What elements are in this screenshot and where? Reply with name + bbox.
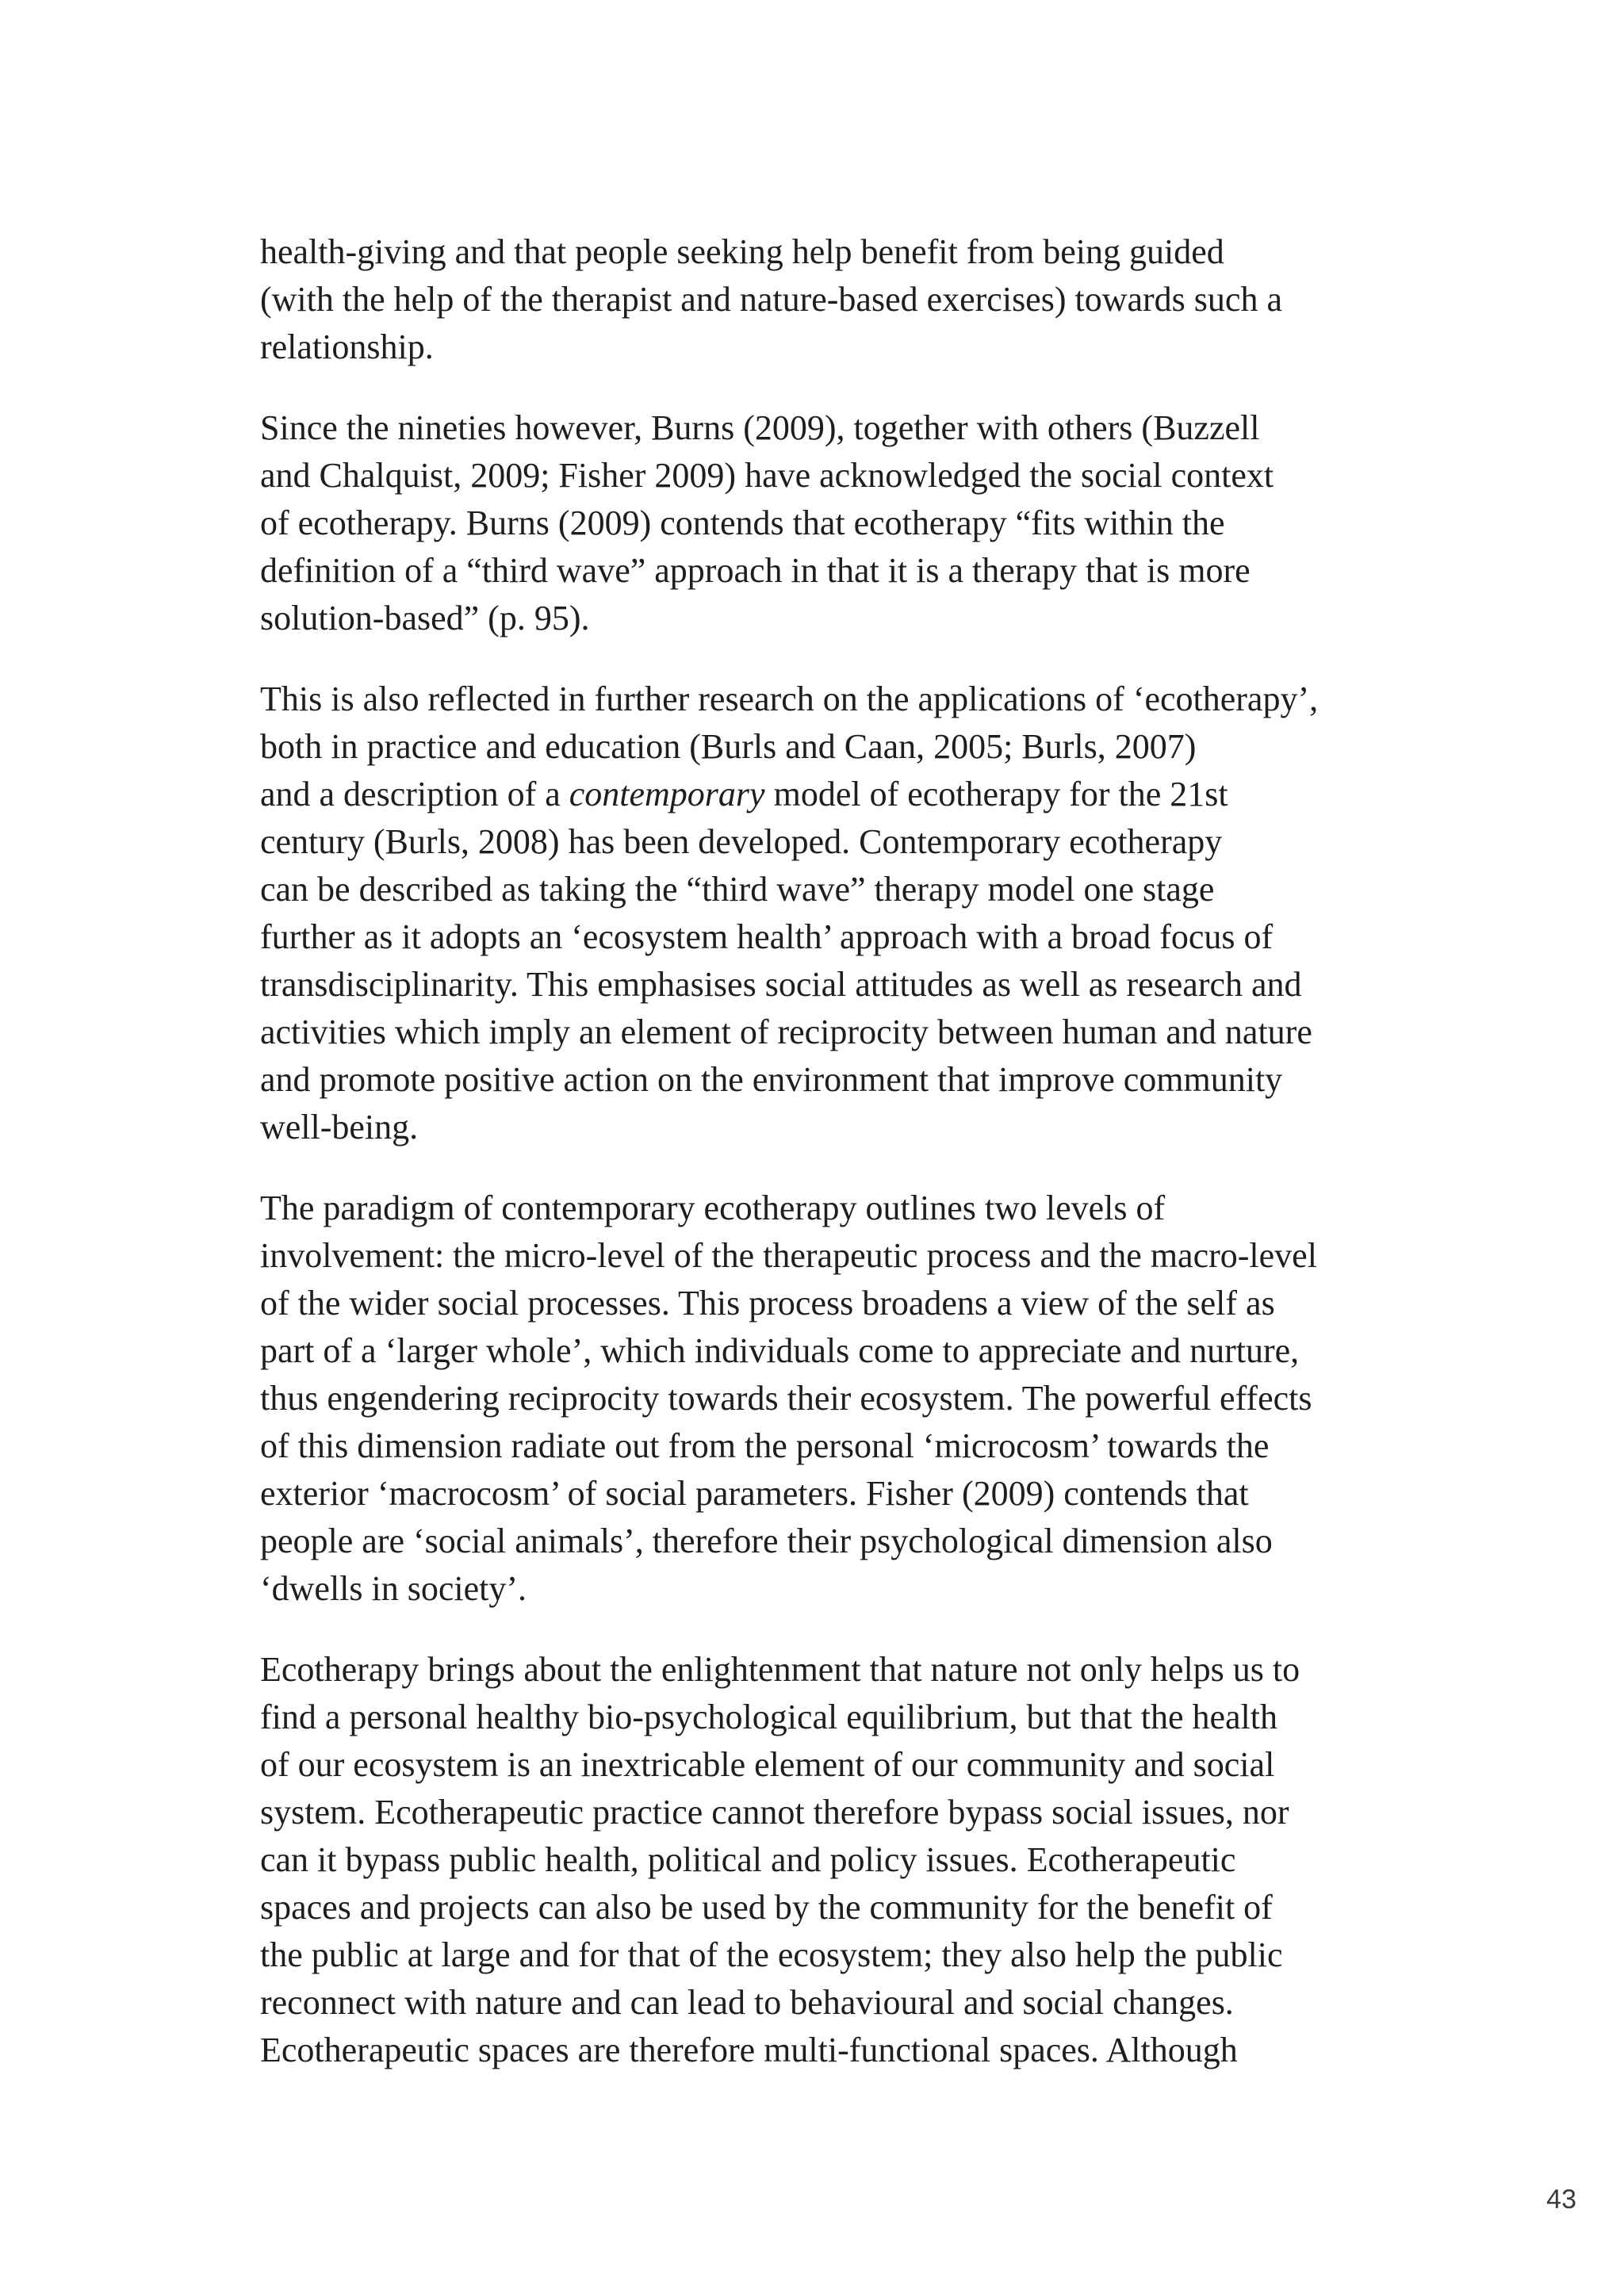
text-line: activities which imply an element of reciprocity between human and nature [260, 1013, 1312, 1051]
page-body [260, 228, 1402, 2107]
text-line: Ecotherapy brings about the enlightenment that nature not only helps us to [260, 1650, 1300, 1689]
text-line: solution-based” (p. 95). [260, 599, 590, 637]
text-line: The paradigm of contemporary ecotherapy outlines two levels of [260, 1189, 1166, 1227]
text-line: exterior ‘macrocosm’ of social parameters. Fisher (2009) contends that [260, 1474, 1249, 1513]
text-line: (with the help of the therapist and nature-based exercises) towards such a [260, 280, 1282, 319]
text-line: further as it adopts an ‘ecosystem health’ approach with a broad focus of [260, 917, 1274, 956]
page-number: 43 [1546, 2184, 1576, 2215]
text-line: of the wider social processes. This process broadens a view of the self as [260, 1284, 1275, 1323]
text-line: part of a ‘larger whole’, which individuals come to appreciate and nurture, [260, 1331, 1300, 1370]
text-line: of our ecosystem is an inextricable element of our community and social [260, 1745, 1275, 1784]
text-line: the public at large and for that of the ecosystem; they also help the public [260, 1935, 1283, 1974]
text-line: transdisciplinarity. This emphasises social attitudes as well as research and [260, 965, 1302, 1004]
text-line: system. Ecotherapeutic practice cannot therefore bypass social issues, nor [260, 1793, 1289, 1832]
text-line: relationship. [260, 327, 434, 366]
text-line: can be described as taking the “third wave” therapy model one stage [260, 870, 1215, 909]
text-run: and a description of a [260, 775, 569, 813]
text-line-with-emphasis [260, 771, 1402, 818]
text-line: Ecotherapeutic spaces are therefore multi-functional spaces. Although [260, 2031, 1238, 2069]
text-line: century (Burls, 2008) has been developed. Contemporary ecotherapy [260, 822, 1223, 861]
text-line: reconnect with nature and can lead to behavioural and social changes. [260, 1983, 1234, 2022]
paragraph-3 [260, 676, 1402, 1151]
text-line: Since the nineties however, Burns (2009), together with others (Buzzell [260, 408, 1260, 447]
text-line: and Chalquist, 2009; Fisher 2009) have acknowledged the social context [260, 456, 1274, 495]
text-line: This is also reflected in further research on the applications of ‘ecotherapy’, [260, 679, 1319, 718]
text-line: spaces and projects can also be used by the community for the benefit of [260, 1888, 1273, 1927]
text-line: and promote positive action on the environment that improve community [260, 1060, 1283, 1099]
text-line: definition of a “third wave” approach in that it is a therapy that is more [260, 551, 1251, 590]
text-line: people are ‘social animals’, therefore their psychological dimension also [260, 1522, 1273, 1560]
text-line: health-giving and that people seeking help benefit from being guided [260, 232, 1224, 271]
text-line: thus engendering reciprocity towards their ecosystem. The powerful effects [260, 1379, 1312, 1418]
text-line: of this dimension radiate out from the personal ‘microcosm’ towards the [260, 1426, 1270, 1465]
text-line: both in practice and education (Burls and Caan, 2005; Burls, 2007) [260, 727, 1197, 766]
text-line: find a personal healthy bio-psychological equilibrium, but that the health [260, 1698, 1278, 1736]
paragraph-4 [260, 1185, 1402, 1613]
paragraph-2 [260, 404, 1402, 642]
text-line: ‘dwells in society’. [260, 1569, 527, 1608]
text-line: well-being. [260, 1108, 419, 1146]
text-line: involvement: the micro-level of the therapeutic process and the macro-level [260, 1236, 1317, 1275]
text-run: model of ecotherapy for the 21st [764, 775, 1228, 813]
paragraph-1 [260, 228, 1402, 371]
text-line: can it bypass public health, political and policy issues. Ecotherapeutic [260, 1840, 1236, 1879]
emphasized-word: contemporary [569, 775, 765, 813]
paragraph-5 [260, 1646, 1402, 2074]
text-line: of ecotherapy. Burns (2009) contends that ecotherapy “fits within the [260, 503, 1225, 542]
